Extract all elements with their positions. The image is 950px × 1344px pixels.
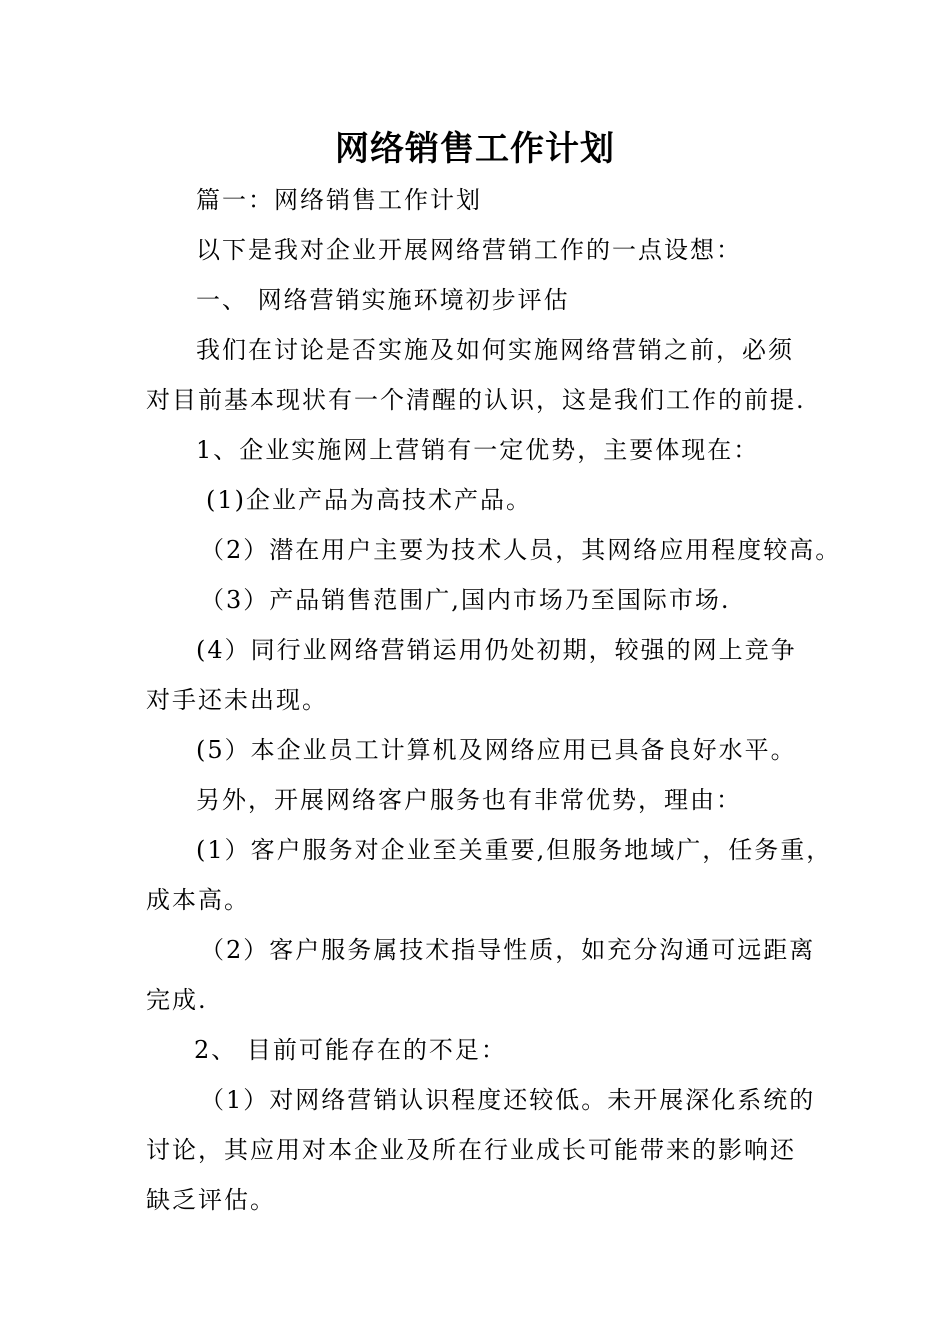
list-item: （1）对网络营销认识程度还较低。未开展深化系统的 xyxy=(200,1086,816,1114)
list-item: （2）潜在用户主要为技术人员，其网络应用程度较高。 xyxy=(200,536,842,564)
paragraph-line: 对目前基本现状有一个清醒的认识，这是我们工作的前提. xyxy=(146,386,806,414)
paragraph-line: 1、企业实施网上营销有一定优势，主要体现在： xyxy=(196,436,760,464)
paragraph-line: 讨论，其应用对本企业及所在行业成长可能带来的影响还 xyxy=(146,1136,796,1164)
list-item: （3）产品销售范围广,国内市场乃至国际市场. xyxy=(200,586,731,614)
list-item: (4）同行业网络营销运用仍处初期，较强的网上竞争 xyxy=(196,636,797,664)
paragraph-line: 对手还未出现。 xyxy=(146,686,328,714)
document-title: 网络销售工作计划 xyxy=(335,129,615,169)
list-item: （2）客户服务属技术指导性质，如充分沟通可远距离 xyxy=(200,936,816,964)
paragraph-line: 2、 目前可能存在的不足： xyxy=(194,1036,507,1064)
list-item: (5）本企业员工计算机及网络应用已具备良好水平。 xyxy=(196,736,797,764)
paragraph-line: 另外，开展网络客户服务也有非常优势，理由： xyxy=(196,786,742,814)
paragraph-line: 以下是我对企业开展网络营销工作的一点设想： xyxy=(196,236,742,264)
paragraph-line: 完成. xyxy=(146,986,208,1014)
list-item: (1)企业产品为高技术产品。 xyxy=(206,486,532,514)
paragraph-line: 成本高。 xyxy=(146,886,250,914)
paragraph-line: 缺乏评估。 xyxy=(146,1186,276,1214)
paragraph-line: 我们在讨论是否实施及如何实施网络营销之前，必须 xyxy=(196,336,794,364)
subsection-heading: 一、 网络营销实施环境初步评估 xyxy=(196,286,570,314)
list-item: (1）客户服务对企业至关重要,但服务地域广，任务重， xyxy=(196,836,833,864)
section-heading: 篇一：网络销售工作计划 xyxy=(196,186,482,214)
